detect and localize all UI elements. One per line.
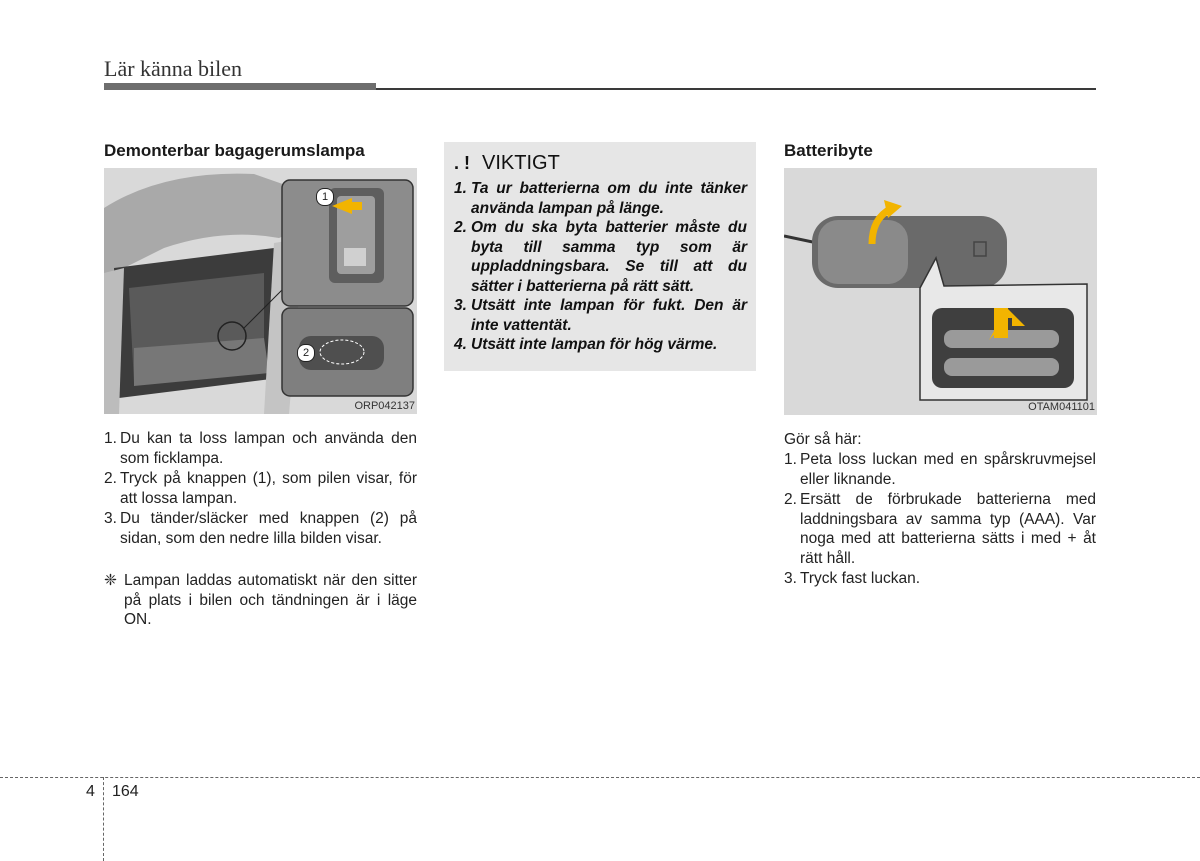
- list-item: [104, 509, 417, 548]
- warning-number: 4.: [454, 336, 467, 353]
- instructions-intro: Gör så här:: [784, 431, 862, 448]
- step-number: 3.: [784, 570, 797, 587]
- step-text: Ersätt de förbrukade batterierna med laddningsbara av samma typ (AAA). Var noga med att batterierna sätts i med + åt rätt håll.: [800, 491, 1096, 567]
- warning-header: [454, 152, 560, 175]
- step-number: 2.: [104, 470, 117, 487]
- warning-text: Ta ur batterierna om du inte tänker använda lampan på länge.: [471, 180, 747, 217]
- footer-divider: [103, 777, 104, 861]
- list-item: [454, 179, 747, 218]
- step-number: 1.: [784, 451, 797, 468]
- page-header-title: Lär känna bilen: [104, 56, 243, 81]
- callout-1: 1: [316, 188, 334, 206]
- warning-number: 3.: [454, 297, 467, 314]
- step-text: Tryck på knappen (1), som pilen visar, för att lossa lampan.: [120, 470, 417, 507]
- step-text: Du tänder/släcker med knappen (2) på sidan, som den nedre lilla bilden visar.: [120, 510, 417, 547]
- section-title-battery: Batteribyte: [784, 141, 873, 160]
- warning-number: 1.: [454, 180, 467, 197]
- steps-list-right: [784, 450, 1096, 590]
- figure-code: OTAM041101: [1028, 401, 1095, 413]
- note-text: Lampan laddas automatiskt när den sitter på plats i bilen och tändningen är i läge ON.: [124, 572, 417, 628]
- list-item: [454, 218, 747, 296]
- steps-list-left: [104, 429, 417, 549]
- warning-box: [444, 142, 756, 371]
- figure-code: ORP042137: [354, 400, 415, 412]
- list-item: [104, 469, 417, 508]
- footer-rule: [0, 777, 1200, 778]
- step-number: 1.: [104, 430, 117, 447]
- step-number: 2.: [784, 491, 797, 508]
- warning-text: Utsätt inte lampan för fukt. Den är inte vattentät.: [471, 297, 747, 334]
- cargo-lamp-illustration: [104, 168, 417, 414]
- warning-number: 2.: [454, 219, 467, 236]
- battery-change-illustration: [784, 168, 1097, 415]
- charging-note: [104, 571, 417, 630]
- warning-list: [454, 179, 747, 355]
- header-accent-bar: [104, 83, 376, 90]
- step-text: Peta loss luckan med en spårskruvmejsel eller liknande.: [800, 451, 1096, 488]
- warning-text: Om du ska byta batterier måste du byta till samma typ som är uppladdningsbara. Se till att du sätter i batterierna på rätt sätt.: [471, 219, 747, 295]
- list-item: [784, 490, 1096, 568]
- chapter-number: 4: [86, 783, 95, 800]
- step-text: Tryck fast luckan.: [800, 570, 921, 587]
- list-item: [784, 569, 1096, 589]
- callout-2: 2: [297, 344, 315, 362]
- list-item: [454, 335, 747, 355]
- page-number: 164: [112, 783, 139, 800]
- figure-battery-change: [784, 168, 1097, 415]
- step-number: 3.: [104, 510, 117, 527]
- section-title-removable-lamp: Demonterbar bagagerumslampa: [104, 141, 365, 160]
- warning-text: Utsätt inte lampan för hög värme.: [471, 336, 718, 353]
- warning-title: VIKTIGT: [482, 152, 560, 174]
- note-symbol-icon: ❈: [104, 572, 117, 589]
- list-item: [454, 296, 747, 335]
- step-text: Du kan ta loss lampan och använda den som ficklampa.: [120, 430, 417, 467]
- header-rule: [376, 88, 1096, 90]
- list-item: [784, 450, 1096, 489]
- list-item: [104, 429, 417, 468]
- warning-icon: . !: [454, 153, 470, 173]
- figure-cargo-lamp: [104, 168, 417, 414]
